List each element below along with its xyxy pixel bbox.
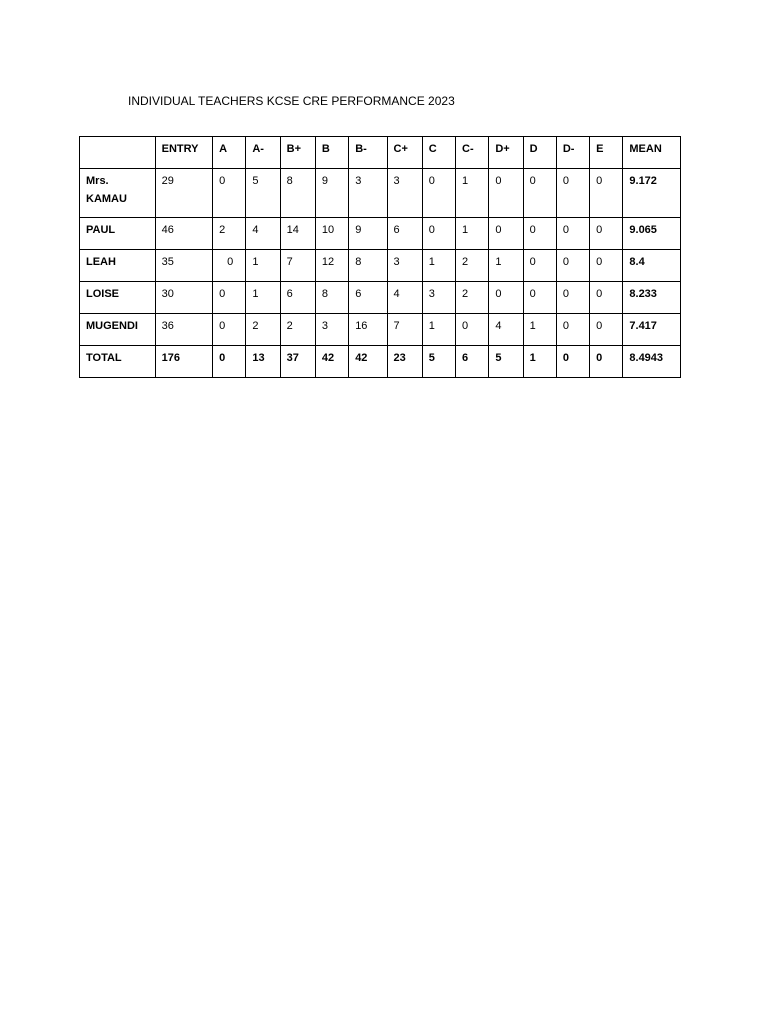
- row-teacher-name: LOISE: [80, 282, 156, 314]
- table-cell: 1: [456, 169, 489, 218]
- table-cell: 3: [387, 169, 422, 218]
- table-cell: 0: [489, 169, 523, 218]
- table-cell: 30: [155, 282, 212, 314]
- table-cell: 7: [280, 250, 315, 282]
- table-cell: 0: [590, 282, 623, 314]
- table-cell: 10: [315, 218, 348, 250]
- header-cell-b: B: [315, 137, 348, 169]
- table-cell: 1: [246, 250, 280, 282]
- table-cell: 9: [315, 169, 348, 218]
- mean-cell: 8.4943: [623, 346, 681, 378]
- table-cell: 12: [315, 250, 348, 282]
- table-row: [80, 250, 681, 282]
- table-cell: 2: [280, 314, 315, 346]
- mean-cell: 8.4: [623, 250, 681, 282]
- row-teacher-name: Mrs. KAMAU: [80, 169, 156, 218]
- table-cell: 1: [456, 218, 489, 250]
- table-cell: 1: [422, 314, 455, 346]
- table-cell: 3: [422, 282, 455, 314]
- row-teacher-name: MUGENDI: [80, 314, 156, 346]
- table-cell: 0: [556, 346, 589, 378]
- table-row: [80, 169, 681, 218]
- table-cell: 8: [315, 282, 348, 314]
- table-cell: 2: [456, 250, 489, 282]
- table-cell: 1: [523, 314, 556, 346]
- header-cell-b-minus: B-: [349, 137, 387, 169]
- header-cell-e: E: [590, 137, 623, 169]
- table-cell: 0: [590, 218, 623, 250]
- table-cell: 176: [155, 346, 212, 378]
- table-cell: 0: [590, 169, 623, 218]
- table-cell: 16: [349, 314, 387, 346]
- table-cell: 0: [213, 169, 246, 218]
- table-cell: 2: [456, 282, 489, 314]
- table-cell: 0: [590, 314, 623, 346]
- table-cell: 3: [349, 169, 387, 218]
- table-cell: 9: [349, 218, 387, 250]
- table-cell: 0: [556, 314, 589, 346]
- header-cell-c-minus: C-: [456, 137, 489, 169]
- header-cell-mean: MEAN: [623, 137, 681, 169]
- table-row: [80, 218, 681, 250]
- table-cell: 13: [246, 346, 280, 378]
- table-cell: 23: [387, 346, 422, 378]
- row-teacher-name: PAUL: [80, 218, 156, 250]
- header-cell-a-minus: A-: [246, 137, 280, 169]
- header-cell-b-plus: B+: [280, 137, 315, 169]
- table-cell: 6: [349, 282, 387, 314]
- table-cell: 6: [387, 218, 422, 250]
- table-cell: 29: [155, 169, 212, 218]
- table-cell: 1: [523, 346, 556, 378]
- table-cell: 0: [523, 250, 556, 282]
- table-cell: 36: [155, 314, 212, 346]
- header-cell-d-minus: D-: [556, 137, 589, 169]
- table-cell: 0: [422, 218, 455, 250]
- table-cell: 0: [213, 314, 246, 346]
- table-cell: 42: [349, 346, 387, 378]
- table-cell: 35: [155, 250, 212, 282]
- table-cell: 0: [456, 314, 489, 346]
- table-cell: 1: [489, 250, 523, 282]
- header-cell-blank: [80, 137, 156, 169]
- table-cell: 42: [315, 346, 348, 378]
- row-teacher-name: LEAH: [80, 250, 156, 282]
- header-cell-c-plus: C+: [387, 137, 422, 169]
- table-cell: 2: [213, 218, 246, 250]
- table-cell: 4: [489, 314, 523, 346]
- table-cell: 0: [213, 282, 246, 314]
- mean-cell: 8.233: [623, 282, 681, 314]
- table-cell: 4: [246, 218, 280, 250]
- table-cell: 6: [280, 282, 315, 314]
- table-cell: 6: [456, 346, 489, 378]
- table-cell: 1: [246, 282, 280, 314]
- table-cell: 1: [422, 250, 455, 282]
- table-cell: 2: [246, 314, 280, 346]
- table-cell: 4: [387, 282, 422, 314]
- mean-cell: 9.172: [623, 169, 681, 218]
- table-cell: 8: [349, 250, 387, 282]
- table-cell: 0: [590, 250, 623, 282]
- table-cell: 0: [213, 346, 246, 378]
- performance-table: [79, 136, 681, 378]
- table-cell: 0: [556, 250, 589, 282]
- table-cell: 14: [280, 218, 315, 250]
- table-row: [80, 282, 681, 314]
- table-cell: 5: [422, 346, 455, 378]
- header-cell-c: C: [422, 137, 455, 169]
- table-cell: 46: [155, 218, 212, 250]
- mean-cell: 7.417: [623, 314, 681, 346]
- table-cell: 3: [315, 314, 348, 346]
- table-cell: 0: [556, 218, 589, 250]
- table-header-row: [80, 137, 681, 169]
- table-row: [80, 314, 681, 346]
- table-cell: 0: [213, 250, 246, 282]
- page-title: INDIVIDUAL TEACHERS KCSE CRE PERFORMANCE 2023: [128, 94, 455, 108]
- table-total-row: [80, 346, 681, 378]
- table-cell: 0: [556, 169, 589, 218]
- table-cell: 8: [280, 169, 315, 218]
- table-cell: 0: [523, 169, 556, 218]
- table-cell: 0: [590, 346, 623, 378]
- header-cell-a: A: [213, 137, 246, 169]
- table-cell: 7: [387, 314, 422, 346]
- table-cell: 0: [422, 169, 455, 218]
- table-cell: 37: [280, 346, 315, 378]
- header-cell-entry: ENTRY: [155, 137, 212, 169]
- header-cell-d-plus: D+: [489, 137, 523, 169]
- table-cell: 3: [387, 250, 422, 282]
- table-cell: 0: [523, 282, 556, 314]
- table-cell: 0: [556, 282, 589, 314]
- total-label: TOTAL: [80, 346, 156, 378]
- table-cell: 0: [523, 218, 556, 250]
- table-cell: 5: [246, 169, 280, 218]
- mean-cell: 9.065: [623, 218, 681, 250]
- table-cell: 5: [489, 346, 523, 378]
- table-cell: 0: [489, 218, 523, 250]
- table-cell: 0: [489, 282, 523, 314]
- header-cell-d: D: [523, 137, 556, 169]
